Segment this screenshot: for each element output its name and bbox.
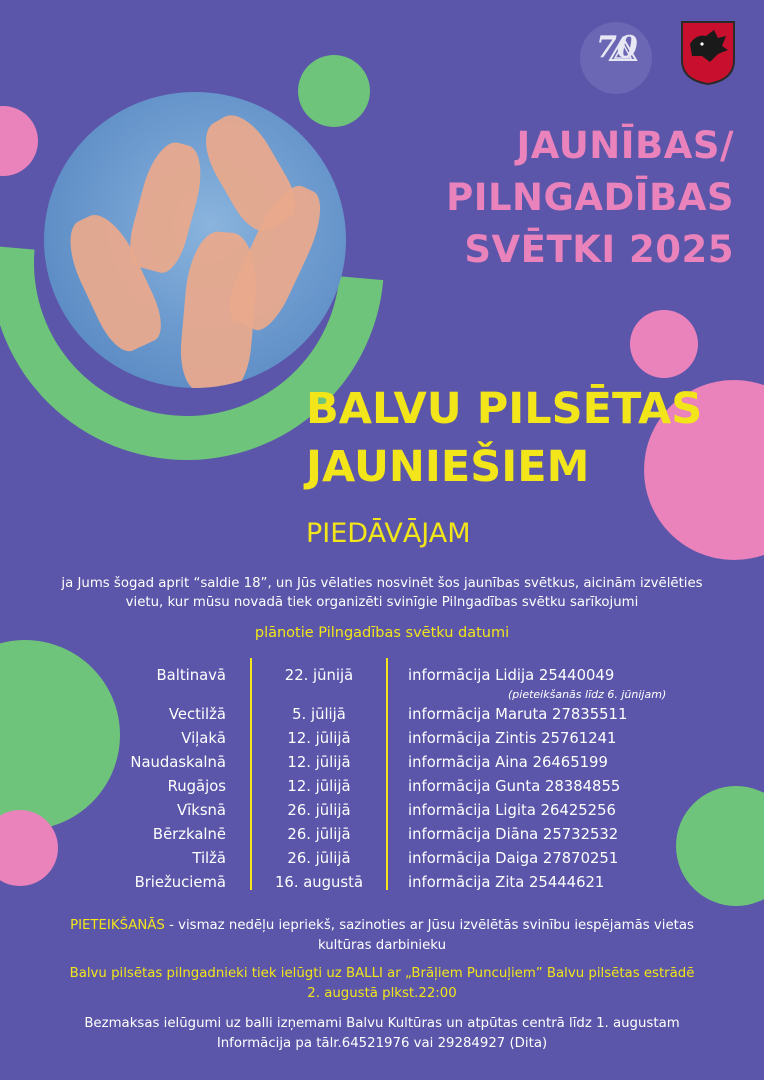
ball-invitation	[0, 964, 764, 1004]
offer-text: PIEDĀVĀJAM	[306, 518, 471, 549]
headline	[306, 380, 702, 496]
schedule-date: 26. jūlijā	[287, 802, 351, 819]
schedule-info: informācija Daiga 27870251	[408, 850, 619, 867]
schedule-info: informācija Ligita 26425256	[408, 802, 616, 819]
schedule-date: 16. augustā	[274, 874, 364, 891]
registration-text-line2: kultūras darbinieku	[317, 938, 447, 953]
schedule-info: informācija Gunta 28384855	[408, 778, 621, 795]
ball-line2: 2. augustā plkst.22:00	[307, 986, 457, 1001]
schedule-place: Viļakā	[181, 730, 226, 747]
schedule-date: 22. jūnijā	[284, 667, 354, 684]
schedule-info: informācija Zintis 25761241	[408, 730, 617, 747]
schedule-date: 12. jūlijā	[287, 730, 351, 747]
hands-photo	[44, 92, 346, 388]
schedule-place: Naudaskalnā	[130, 754, 226, 771]
table-divider-right	[386, 658, 388, 890]
schedule-date: 12. jūlijā	[287, 778, 351, 795]
event-title-line1: JAUNĪBAS/	[516, 124, 734, 167]
pink-circle-mid	[630, 310, 698, 378]
schedule-date: 12. jūlijā	[287, 754, 351, 771]
registration-text-line1: - vismaz nedēļu iepriekš, sazinoties ar Jūsu izvēlētās svinību iespējamās vietas	[164, 918, 694, 933]
registration-text	[0, 916, 764, 956]
schedule-place: Bērzkalnē	[152, 826, 226, 843]
anniversary-number: 70	[596, 30, 638, 65]
schedule-info: informācija Maruta 27835511	[408, 706, 628, 723]
schedule-info: informācija Zita 25444621	[408, 874, 605, 891]
green-circle-right-bottom	[676, 786, 764, 906]
schedule-info: informācija Diāna 25732532	[408, 826, 619, 843]
footer-line1: Bezmaksas ielūgumi uz balli izņemami Balvu Kultūras un atpūtas centrā līdz 1. augustam	[84, 1016, 680, 1031]
event-title	[394, 120, 734, 276]
intro-line2: vietu, kur mūsu novadā tiek organizēti svinīgie Pilngadības svētku sarīkojumi	[125, 595, 639, 610]
headline-line1: BALVU PILSĒTAS	[306, 384, 703, 434]
schedule-place: Vīksnā	[177, 802, 226, 819]
schedule-place: Tilžā	[192, 850, 226, 867]
schedule-info: informācija Aina 26465199	[408, 754, 608, 771]
intro-line1: ja Jums šogad aprit “saldie 18”, un Jūs vēlaties nosvinēt šos jaunības svētkus, aicinām izvēlēties	[61, 576, 703, 591]
registration-label: PIETEIKŠANĀS	[70, 918, 165, 933]
headline-line2: JAUNIEŠIEM	[306, 442, 590, 492]
event-title-line3: SVĒTKI 2025	[464, 228, 734, 271]
schedule-date: 26. jūlijā	[287, 826, 351, 843]
anniversary-triangle-icon	[608, 36, 638, 62]
ball-line1: Balvu pilsētas pilngadnieki tiek ielūgti uz BALLI ar „Brāļiem Puncuļiem” Balvu pilsētas estrādē	[69, 966, 695, 981]
baltinava-note: (pieteikšanās līdz 6. jūnijam)	[508, 688, 667, 701]
schedule-place: Rugājos	[167, 778, 226, 795]
footer-info	[0, 1014, 764, 1054]
footer-line2: Informācija pa tālr.64521976 vai 29284927 (Dita)	[216, 1036, 548, 1051]
schedule-date: 5. jūlijā	[292, 706, 346, 723]
schedule-date: 26. jūlijā	[287, 850, 351, 867]
schedule-info: informācija Lidija 25440049	[408, 667, 615, 684]
sky-background	[44, 92, 346, 388]
event-title-line2: PILNGADĪBAS	[446, 176, 734, 219]
dates-title: plānotie Pilngadības svētku datumi	[254, 625, 510, 641]
intro-text	[0, 574, 764, 612]
schedule-place: Briežuciemā	[134, 874, 226, 891]
coat-of-arms-icon	[680, 20, 736, 86]
table-divider-left	[250, 658, 252, 890]
schedule-place: Vectilžā	[168, 706, 226, 723]
registration-line1	[0, 916, 764, 936]
schedule-place: Baltinavā	[156, 667, 226, 684]
